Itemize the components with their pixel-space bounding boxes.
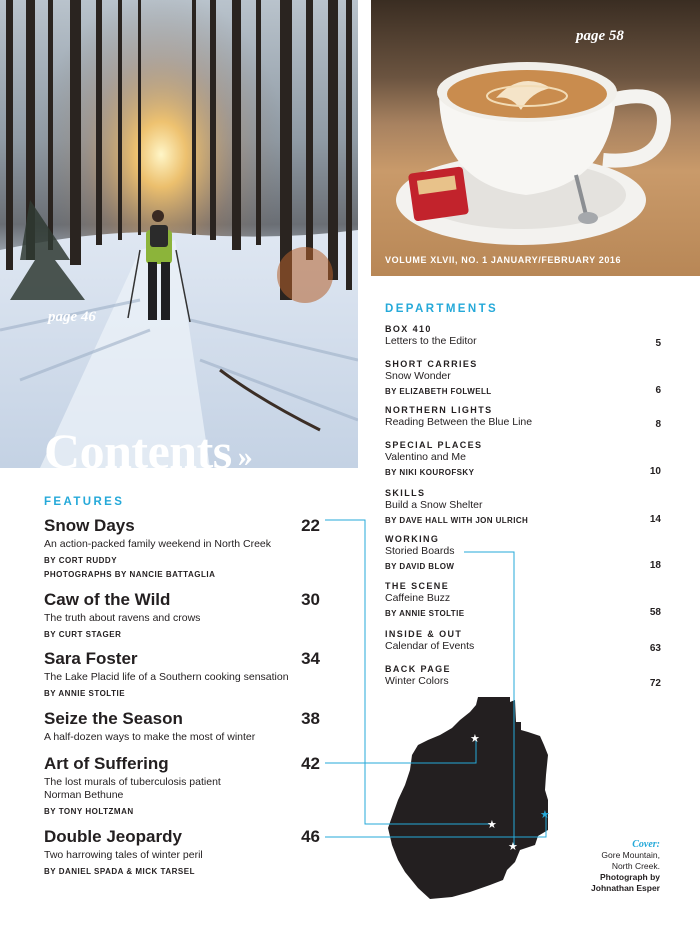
feature-sara-foster[interactable] [44,649,320,699]
feature-desc: An action-packed family weekend in North Creek [44,538,272,550]
cover-photographer: Johnathan Esper [591,883,660,893]
department-page: 58 [649,607,661,618]
contents-arrow: » [237,439,253,473]
department-head: SKILLS [385,488,426,498]
department-byline: BY ELIZABETH FOLWELL [385,387,492,396]
feature-byline: BY TONY HOLTZMAN [44,807,134,816]
star-marker-icon: ★ [470,732,480,745]
department-head: NORTHERN LIGHTS [385,405,493,415]
issue-line: VOLUME XLVII, NO. 1 JANUARY/FEBRUARY 2016 [385,255,622,265]
department-title: Winter Colors [385,675,449,687]
department-title: Calendar of Events [385,640,475,652]
feature-page: 30 [301,590,320,609]
feature-snow-days[interactable] [44,516,320,580]
department-title: Reading Between the Blue Line [385,416,533,428]
feature-byline: BY DANIEL SPADA & MICK TARSEL [44,867,195,876]
feature-photo-credit: PHOTOGRAPHS BY NANCIE BATTAGLIA [44,570,216,579]
department-page: 72 [649,678,661,689]
feature-desc: The lost murals of tuberculosis patient Norman Bethune [44,776,221,801]
feature-byline: BY CURT STAGER [44,630,122,639]
coffee-page-ref[interactable]: page 58 [576,28,624,44]
cover-town: North Creek. [611,861,660,871]
department-byline: BY NIKI KOUROFSKY [385,468,475,477]
department-head: BOX 410 [385,324,432,334]
feature-byline: BY ANNIE STOLTIE [44,689,126,698]
department-page: 5 [655,338,661,349]
feature-desc: The truth about ravens and crows [44,612,201,624]
department-byline: BY DAVID BLOW [385,562,455,571]
feature-title: Snow Days [44,516,135,535]
star-marker-icon: ★ [487,818,497,831]
feature-seize-the-season[interactable] [44,709,320,744]
department-head: SPECIAL PLACES [385,440,483,450]
department-title: Letters to the Editor [385,335,477,347]
department-head: WORKING [385,534,440,544]
department-page: 14 [649,514,661,525]
department-head: BACK PAGE [385,664,451,674]
feature-page: 42 [301,754,320,773]
feature-page: 46 [301,827,320,846]
feature-byline: BY CORT RUDDY [44,556,118,565]
department-head: THE SCENE [385,581,450,591]
department-byline: BY ANNIE STOLTIE [385,609,465,618]
department-title: Snow Wonder [385,370,451,382]
feature-title: Sara Foster [44,649,138,668]
department-byline: BY DAVE HALL WITH JON ULRICH [385,516,529,525]
department-title: Caffeine Buzz [385,592,451,604]
cover-location: Gore Mountain, [601,850,660,860]
department-page: 63 [649,643,661,654]
feature-page: 38 [301,709,320,728]
department-title: Storied Boards [385,545,455,557]
feature-desc: The Lake Placid life of a Southern cooking sensation [44,671,289,683]
feature-caw-of-the-wild[interactable] [44,590,320,640]
departments-heading: DEPARTMENTS [385,303,499,315]
star-marker-icon: ★ [540,808,550,821]
feature-title: Caw of the Wild [44,590,171,609]
feature-page: 22 [301,516,320,535]
contents-title-text: Contents [44,423,232,479]
forest-page-ref[interactable]: page 46 [48,309,96,325]
department-title: Build a Snow Shelter [385,499,483,511]
feature-title: Seize the Season [44,709,183,728]
feature-art-of-suffering[interactable] [44,754,320,817]
features-heading: FEATURES [44,496,125,508]
department-head: SHORT CARRIES [385,359,478,369]
feature-double-jeopardy[interactable] [44,827,320,877]
feature-title: Double Jeopardy [44,827,182,846]
feature-page: 34 [301,649,320,668]
cover-credit [591,839,660,894]
department-page: 10 [649,466,661,477]
department-page: 6 [655,385,661,396]
cover-photo-label: Photograph by [600,872,660,882]
feature-desc: Two harrowing tales of winter peril [44,849,203,861]
star-marker-icon: ★ [508,840,518,853]
cover-label: Cover: [632,839,660,850]
department-head: INSIDE & OUT [385,629,463,639]
department-page: 8 [655,419,661,430]
department-page: 18 [649,560,661,571]
adirondack-park-silhouette [388,697,548,899]
department-title: Valentino and Me [385,451,466,463]
feature-desc: A half-dozen ways to make the most of winter [44,731,256,743]
feature-title: Art of Suffering [44,754,169,773]
